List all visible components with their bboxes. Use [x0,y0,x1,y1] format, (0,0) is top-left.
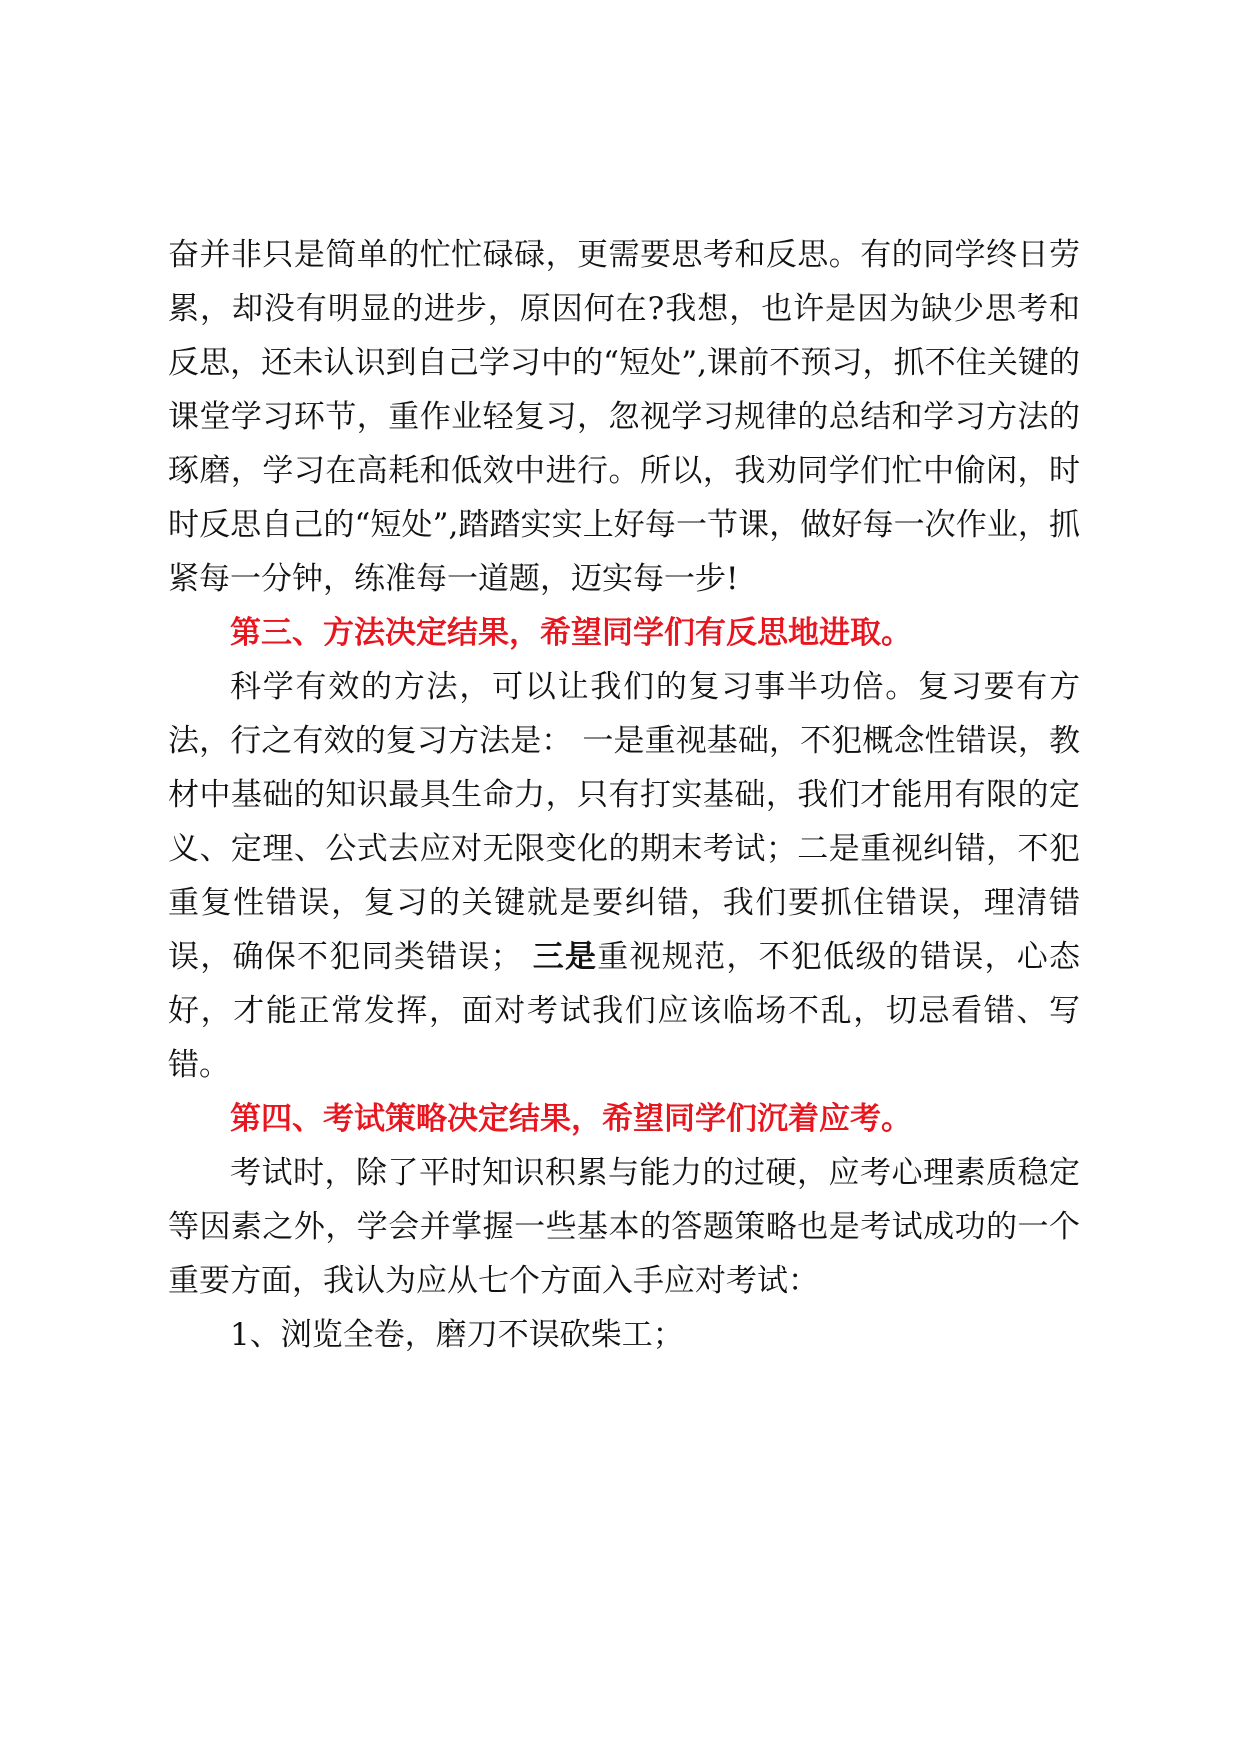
paragraph-reflection: 奋并非只是简单的忙忙碌碌，更需要思考和反思。有的同学终日劳累，却没有明显的进步，原因何在?我想，也许是因为缺少思考和反思，还未认识到自己学习中的“短处”,课前不预习，抓不住关键的课堂学习环节，重作业轻复习，忽视学习规律的总结和学习方法的琢磨，学习在高耗和低效中进行。所以，我劝同学们忙中偷闲，时时反思自己的“短处”,踏踏实实上好每一节课，做好每一次作业，抓紧每一分钟，练准每一道题，迈实每一步! [168,237,1080,597]
paragraph-exam-strategy: 考试时，除了平时知识积累与能力的过硬，应考心理素质稳定等因素之外，学会并掌握一些基本的答题策略也是考试成功的一个重要方面，我认为应从七个方面入手应对考试： [168,1155,1080,1299]
paragraph-methods-bold: 三是 [532,939,598,975]
paragraph-methods-part1: 科学有效的方法，可以让我们的复习事半功倍。复习要有方法，行之有效的复习方法是： 一是重视基础，不犯概念性错误，教材中基础的知识最具生命力，只有打实基础，我们才能用有限的定义、定理、公式去应对无限变化的期末考试；二是重视纠错，不犯重复性错误，复习的关键就是要纠错，我们要抓住错误，理清错误，确保不犯同类错误； [168,669,1080,975]
section-heading-fourth: 第四、考试策略决定结果，希望同学们沉着应考。 [230,1101,912,1137]
paragraph-methods [168,660,1080,1092]
paragraph-methods-part2: 重视规范，不犯低级的错误，心态好，才能正常发挥，面对考试我们应该临场不乱，切忌看错、写错。 [168,939,1080,1083]
list-item-first-strategy: 1、浏览全卷，磨刀不误砍柴工； [230,1317,684,1353]
section-heading-third: 第三、方法决定结果，希望同学们有反思地进取。 [230,615,912,651]
document-body [168,228,1080,1362]
